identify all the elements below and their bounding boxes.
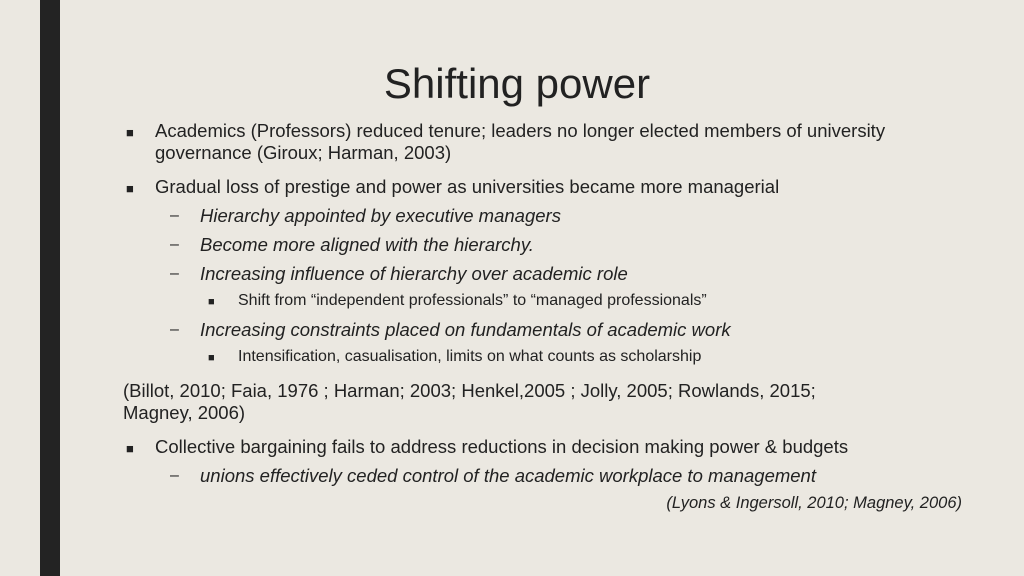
sub-bullet-text: Increasing influence of hierarchy over academic role xyxy=(200,263,628,284)
dash-icon: – xyxy=(170,467,179,484)
bullet-text-continued: governance (Giroux; Harman, 2003) xyxy=(155,142,452,163)
bullet-icon: ■ xyxy=(126,125,134,140)
bullet-text: Collective bargaining fails to address reductions in decision making power & budgets xyxy=(155,436,849,457)
dash-icon: – xyxy=(170,265,179,282)
bullet-icon: ■ xyxy=(208,296,215,308)
references-text-continued: Magney, 2006) xyxy=(123,402,246,423)
sub-bullet-text: Become more aligned with the hierarchy. xyxy=(200,234,534,255)
sub-bullet-text: unions effectively ceded control of the academic workplace to management xyxy=(200,465,816,486)
sub-sub-bullet-text: Intensification, casualisation, limits on what counts as scholarship xyxy=(238,348,702,365)
sub-sub-bullet-text: Shift from “independent professionals” to “managed professionals” xyxy=(238,292,707,309)
citation-text: (Lyons & Ingersoll, 2010; Magney, 2006) xyxy=(666,494,962,512)
bullet-icon: ■ xyxy=(126,441,134,456)
slide-title: Shifting power xyxy=(383,60,651,107)
sub-bullet-text: Hierarchy appointed by executive managers xyxy=(200,205,561,226)
bullet-text: Academics (Professors) reduced tenure; leaders no longer elected members of university xyxy=(155,120,886,141)
references-text: (Billot, 2010; Faia, 1976 ; Harman; 2003; Henkel,2005 ; Jolly, 2005; Rowlands, 2015; xyxy=(123,380,816,401)
dash-icon: – xyxy=(170,207,179,224)
dash-icon: – xyxy=(170,321,179,338)
dash-icon: – xyxy=(170,236,179,253)
bullet-icon: ■ xyxy=(126,181,134,196)
sub-bullet-text: Increasing constraints placed on fundamentals of academic work xyxy=(200,319,731,340)
bullet-text: Gradual loss of prestige and power as universities became more managerial xyxy=(155,176,780,197)
bullet-icon: ■ xyxy=(208,352,215,364)
